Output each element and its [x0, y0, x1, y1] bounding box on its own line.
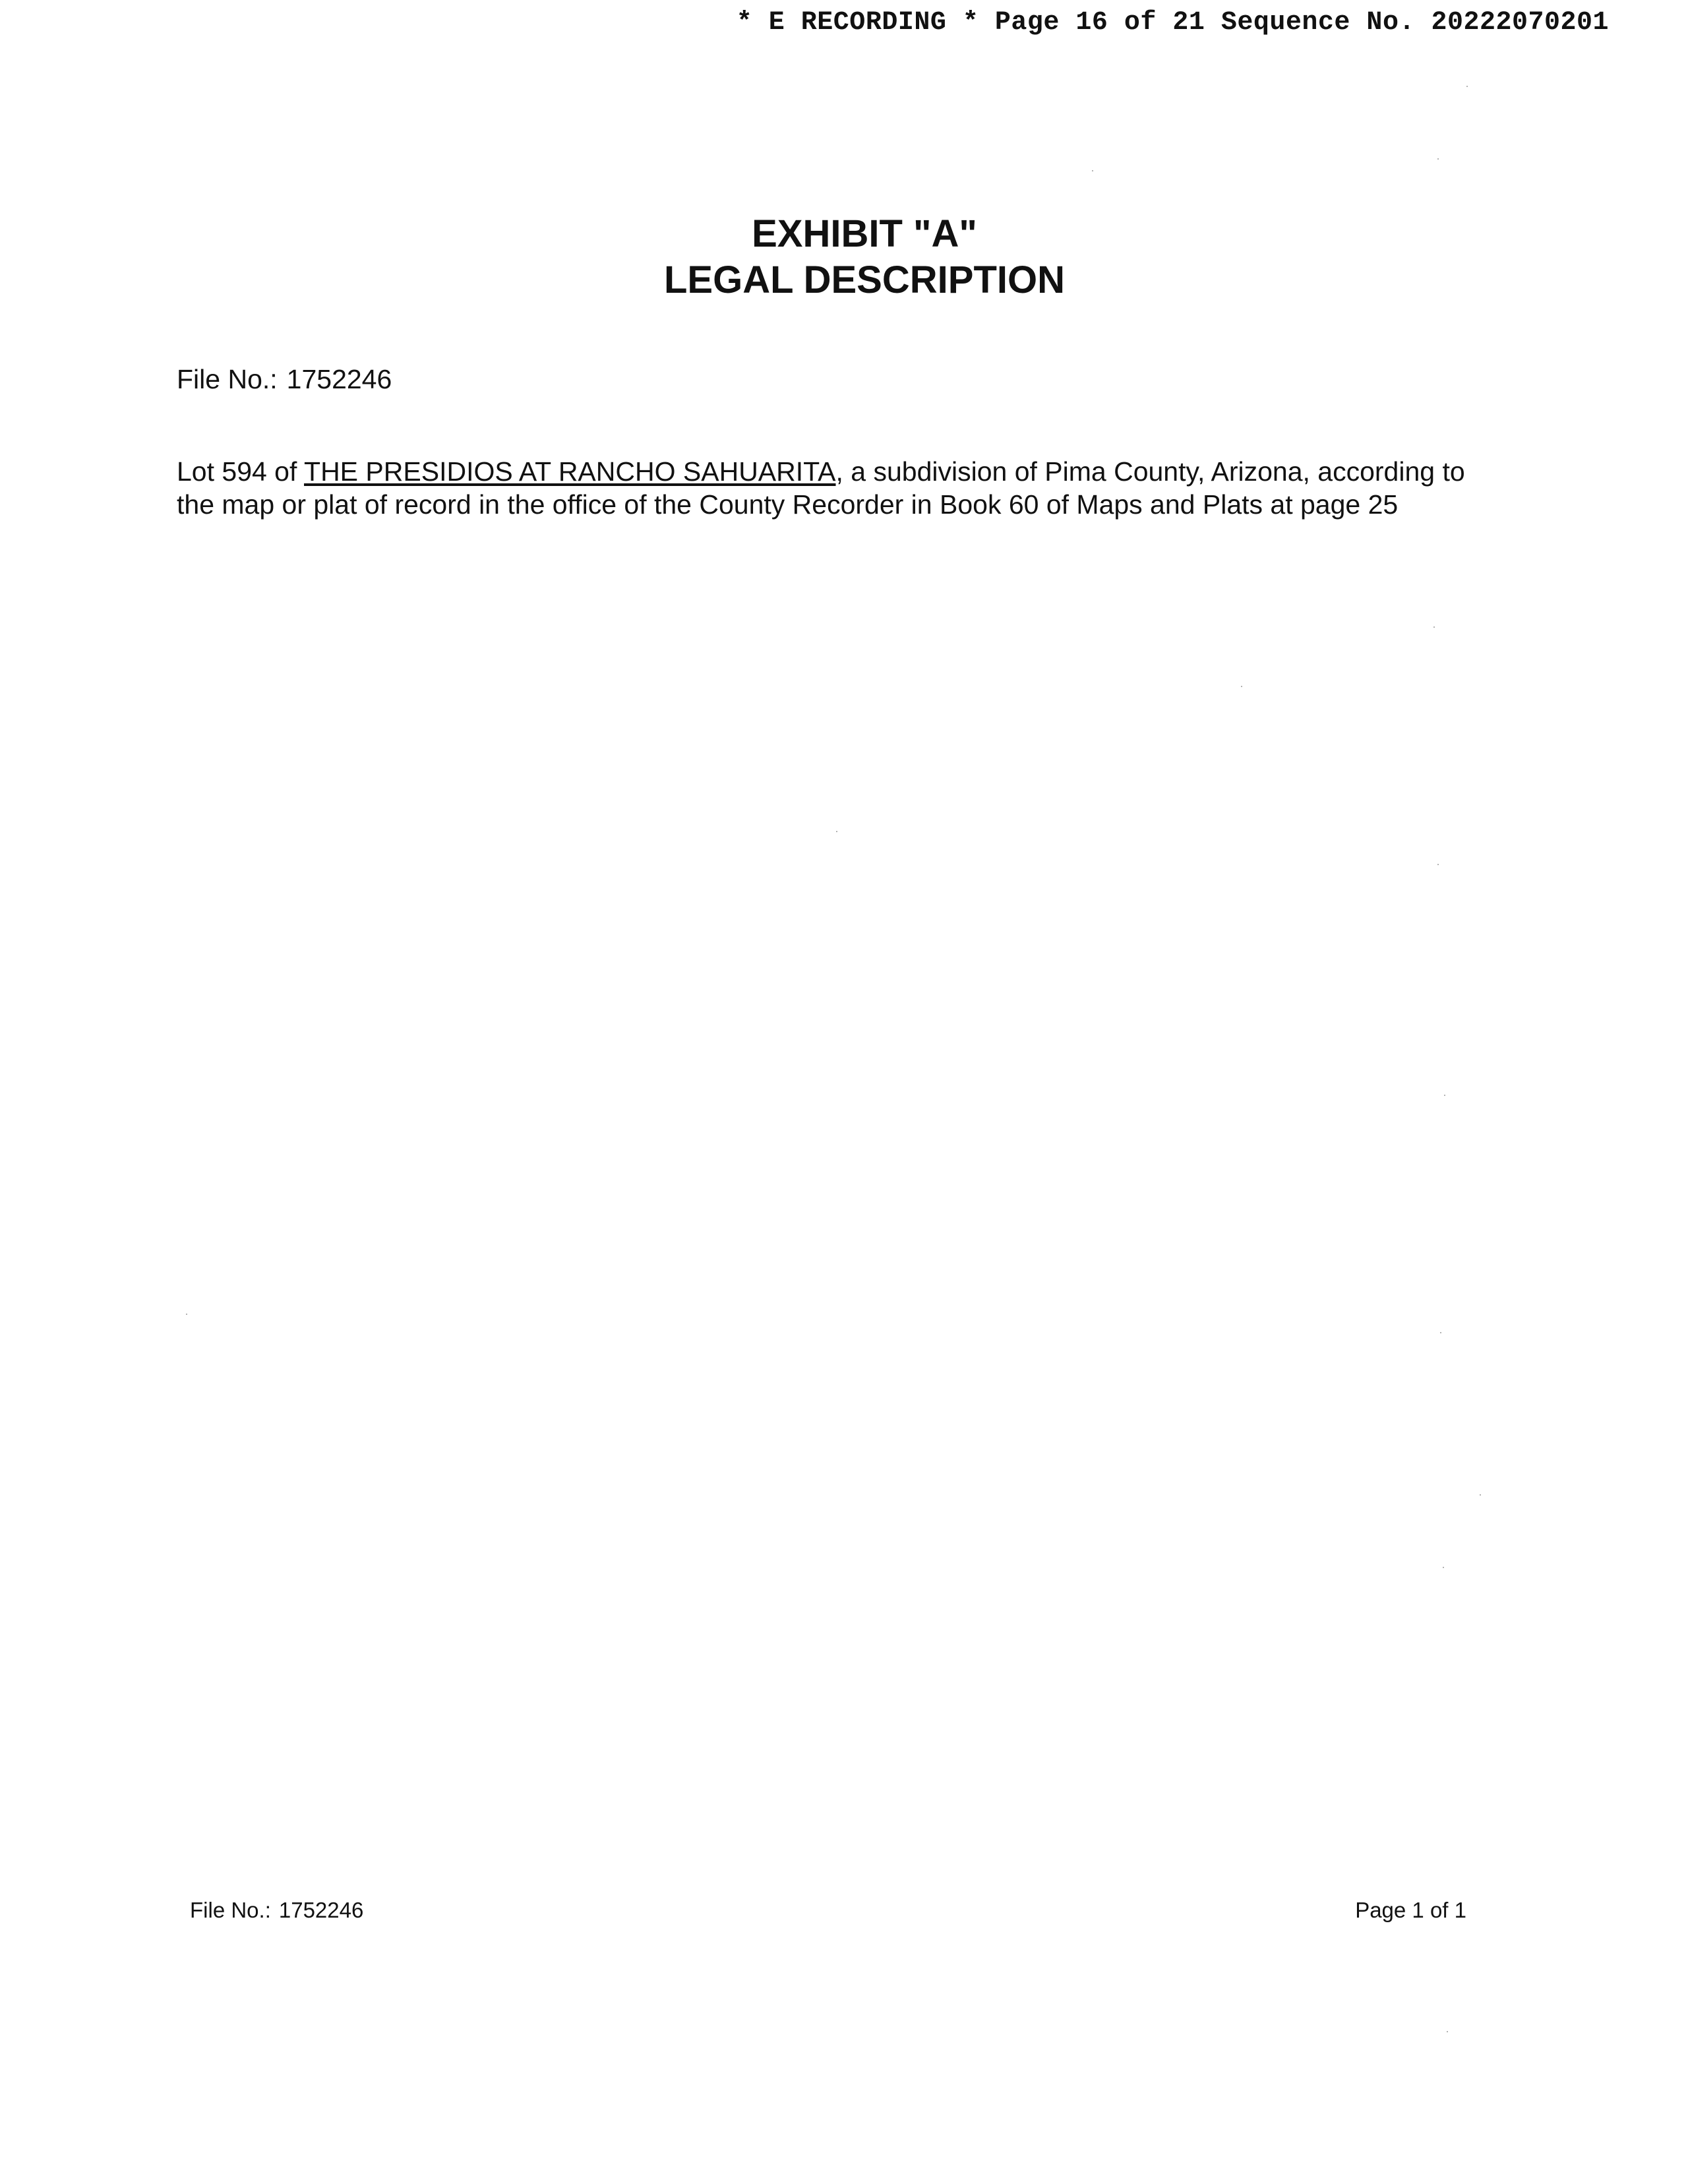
footer-file-number [190, 1898, 363, 1923]
subdivision-name: THE PRESIDIOS AT RANCHO SAHUARITA [304, 456, 836, 487]
legal-description-rest: , a subdivision of Pima County, Arizona, according to the map or plat of record in the office of the County Recorder in Book 60 of Maps and Plats at page 25 [177, 456, 1465, 520]
file-number-label: File No.: [177, 364, 278, 394]
footer-file-label: File No.: [190, 1898, 271, 1922]
scan-speck [186, 1314, 187, 1315]
legal-description-paragraph [177, 455, 1495, 521]
scan-speck [1241, 686, 1242, 687]
file-number-value: 1752246 [286, 364, 392, 394]
scan-speck [1437, 864, 1439, 865]
scan-speck [1480, 1494, 1481, 1496]
scan-speck [1466, 86, 1468, 87]
scan-speck [1447, 2031, 1448, 2032]
scan-speck [1437, 158, 1439, 160]
legal-description-prefix: Lot 594 of [177, 456, 305, 487]
scan-speck [1092, 170, 1093, 171]
recording-stamp-header: * E RECORDING * Page 16 of 21 Sequence No. 20222070201 [736, 8, 1609, 38]
scan-speck [1440, 1332, 1441, 1333]
exhibit-title: EXHIBIT "A" [752, 212, 977, 255]
scan-speck [1443, 1567, 1444, 1568]
scan-speck [836, 831, 837, 832]
footer-page-number: Page 1 of 1 [1355, 1898, 1466, 1922]
exhibit-subtitle: LEGAL DESCRIPTION [664, 258, 1065, 301]
footer-file-value: 1752246 [278, 1898, 364, 1922]
scan-speck [1433, 626, 1435, 628]
exhibit-title-block [0, 211, 1688, 303]
file-number-line [177, 364, 392, 395]
scan-speck [1444, 1095, 1445, 1096]
